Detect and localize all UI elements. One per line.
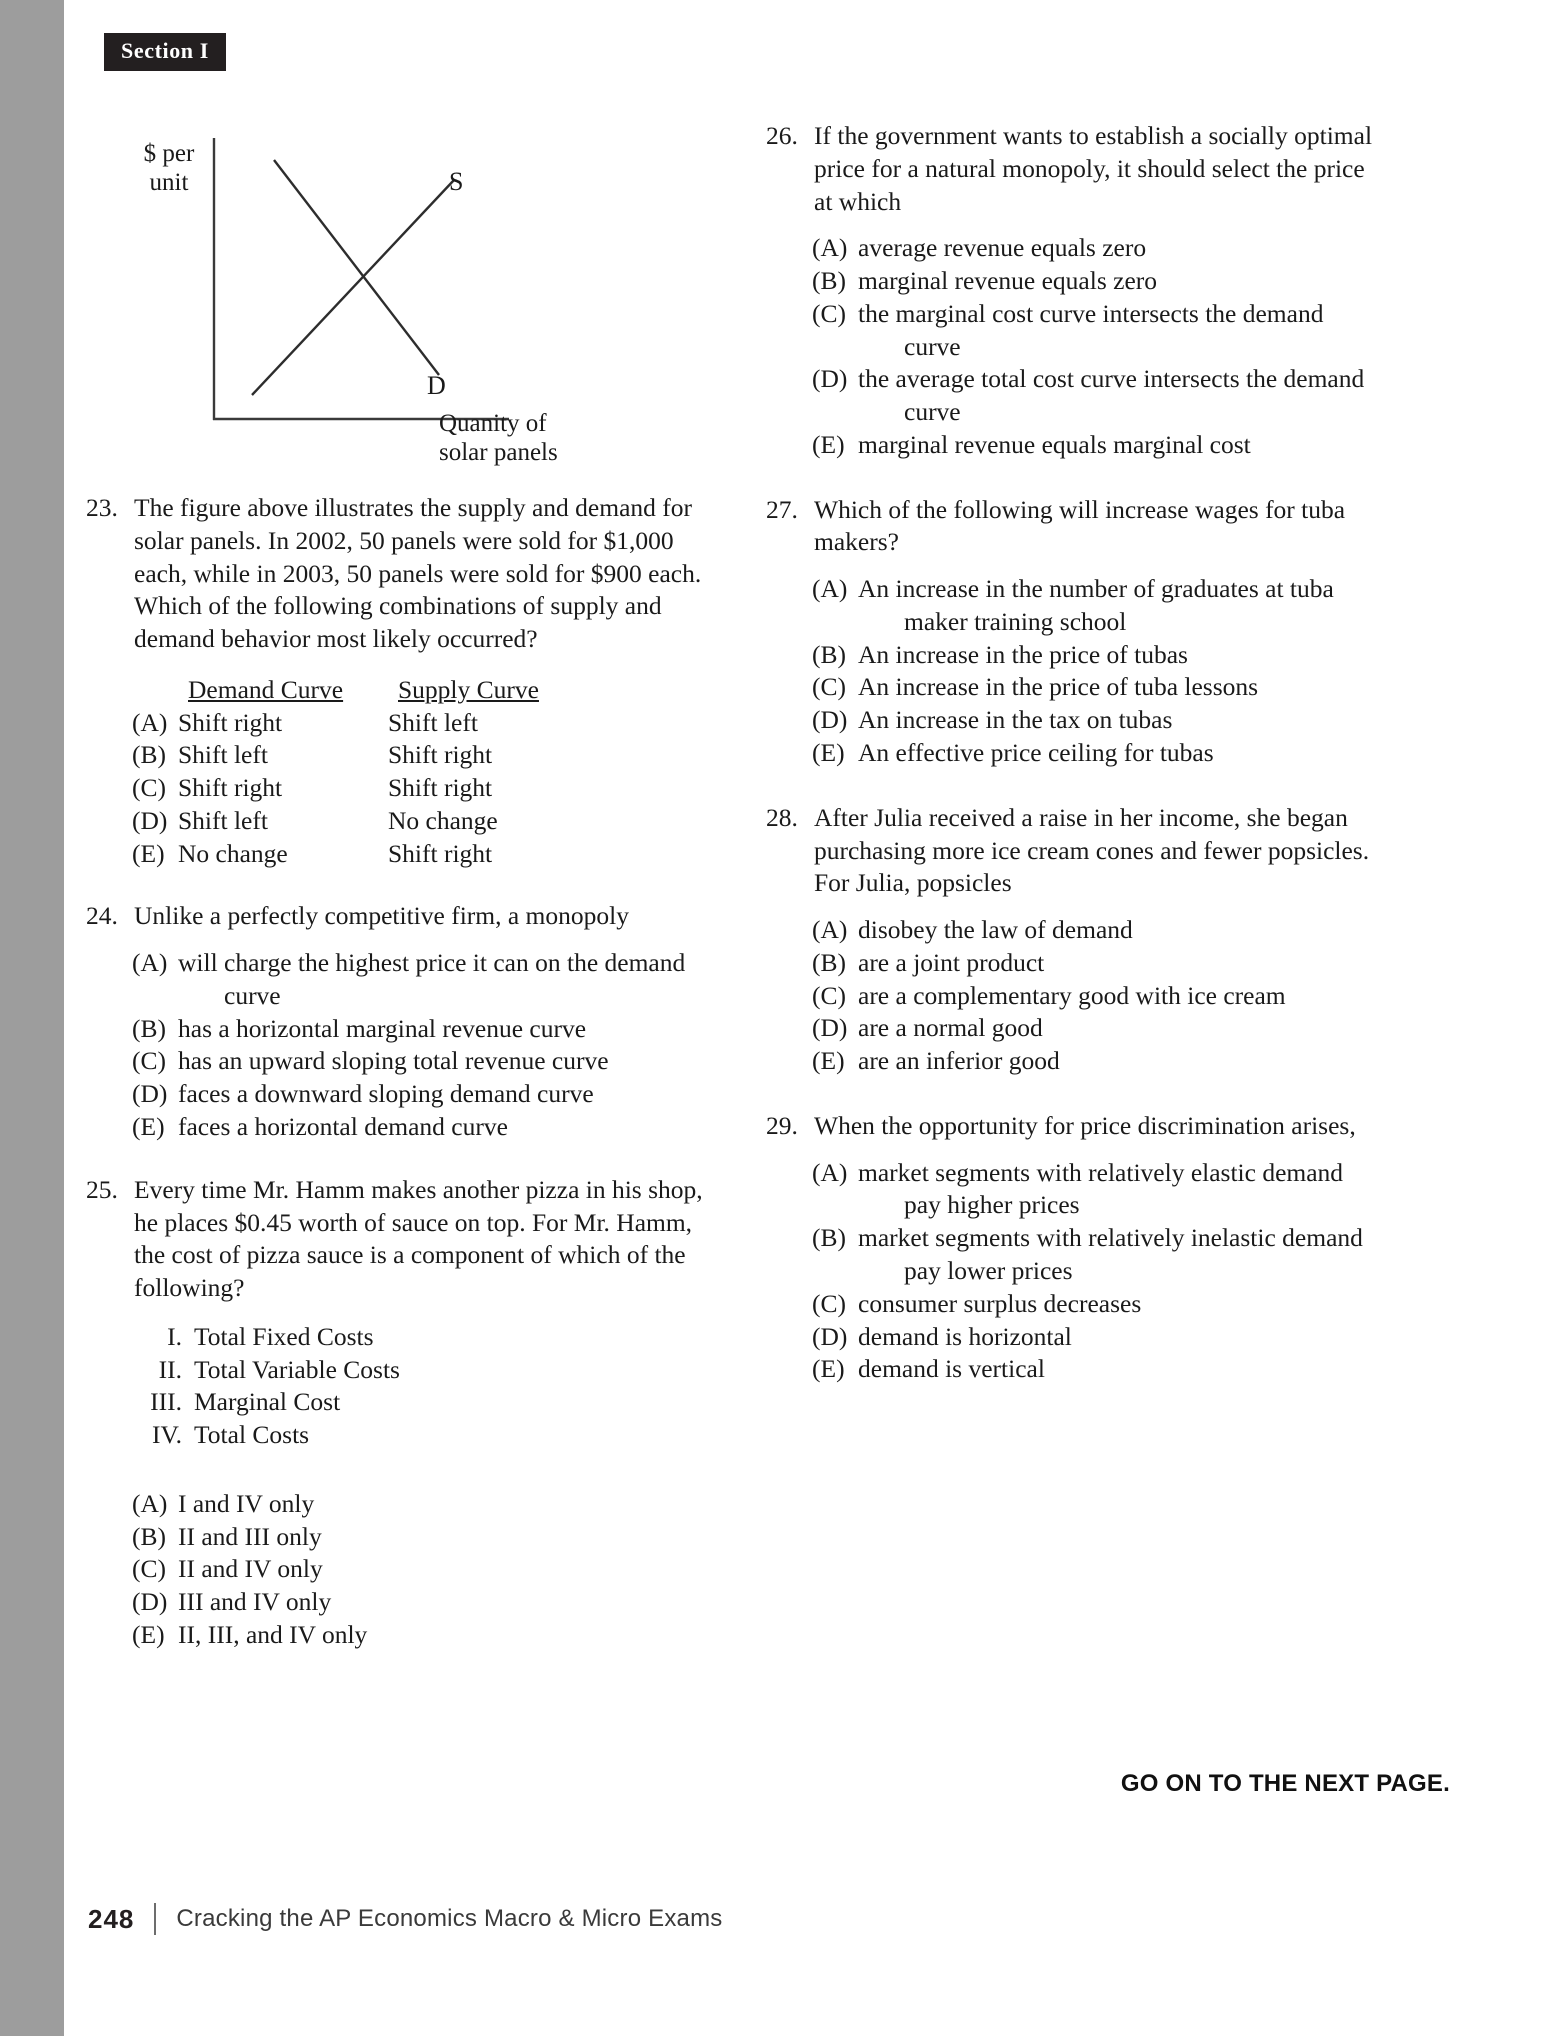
choice-key: (B) — [812, 1223, 846, 1253]
question-26-choices — [812, 232, 1384, 461]
question-24-text: Unlike a perfectly competitive firm, a monopoly — [134, 901, 629, 931]
cell-supply: Shift left — [388, 707, 478, 737]
table-row[interactable] — [132, 707, 724, 740]
choice-key: (D) — [812, 705, 848, 735]
question-24-head — [84, 900, 724, 933]
column-header-demand — [188, 674, 398, 707]
question-27 — [764, 494, 1384, 770]
page-footer — [88, 1903, 722, 1935]
question-27-number: 27. — [766, 494, 798, 524]
choice-d[interactable] — [812, 363, 1384, 429]
choice-text-continued: curve — [224, 980, 281, 1010]
choice-key: (B) — [812, 947, 846, 977]
choice-key: (E) — [812, 738, 845, 768]
choice-key: (D) — [132, 1587, 168, 1617]
page-body — [64, 0, 1568, 2036]
choice-e[interactable] — [132, 1111, 724, 1144]
cell-demand: Shift right — [178, 773, 283, 803]
x-axis-label — [439, 409, 689, 468]
choice-e[interactable] — [812, 1045, 1384, 1078]
choice-key: (C) — [812, 980, 846, 1010]
column-header-supply — [398, 674, 724, 707]
question-24-choices — [132, 947, 724, 1144]
roman-key: III. — [150, 1387, 182, 1417]
question-29-choices — [812, 1157, 1384, 1386]
choice-d[interactable] — [132, 1586, 724, 1619]
go-on-notice: GO ON TO THE NEXT PAGE. — [1120, 1770, 1450, 1797]
demand-curve-label: D — [427, 371, 446, 400]
question-29-head — [764, 1110, 1384, 1143]
choice-key: (B) — [132, 1013, 166, 1043]
choice-text: demand is horizontal — [858, 1321, 1072, 1351]
choice-text: average revenue equals zero — [858, 233, 1147, 263]
table-header-row — [132, 674, 724, 707]
column-header-demand-label: Demand Curve — [188, 674, 344, 704]
choice-text: will charge the highest price it can on the demand — [178, 948, 686, 978]
choice-a[interactable] — [132, 1488, 724, 1521]
roman-text: Total Fixed Costs — [194, 1321, 374, 1351]
choice-text-continued: curve — [904, 331, 961, 361]
choice-text: consumer surplus decreases — [858, 1288, 1142, 1318]
choice-text: marginal revenue equals zero — [858, 266, 1158, 296]
question-27-choices — [812, 573, 1384, 770]
cell-supply: Shift right — [388, 740, 493, 770]
cell-demand: No change — [178, 838, 288, 868]
choice-d[interactable] — [132, 1078, 724, 1111]
choice-key: (B) — [812, 639, 846, 669]
question-23-head — [84, 492, 724, 656]
choice-text-continued: maker training school — [904, 606, 1127, 636]
choice-c[interactable] — [132, 1045, 724, 1078]
question-28-text: After Julia received a raise in her income, she began purchasing more ice cream cones and fewer popsicles. For Julia, popsicles — [814, 802, 1370, 898]
choice-key: (D) — [812, 1321, 848, 1351]
choice-key: (A) — [812, 1157, 848, 1187]
question-28 — [764, 802, 1384, 1078]
choice-key: (A) — [812, 574, 848, 604]
choice-b[interactable] — [812, 1222, 1384, 1288]
question-25-head — [84, 1174, 724, 1305]
choice-text-continued: pay lower prices — [904, 1255, 1073, 1285]
demand-curve — [274, 160, 439, 375]
choice-key: (C) — [812, 1288, 846, 1318]
roman-text: Total Variable Costs — [194, 1354, 400, 1384]
right-column — [764, 120, 1384, 1412]
question-26 — [764, 120, 1384, 462]
roman-key: IV. — [152, 1420, 182, 1450]
question-23-text: The figure above illustrates the supply and demand for solar panels. In 2002, 50 panels were sold for $1,000 each, while in 2003, 50 panels were sold for $900 each. Which of the following combinations of supply and demand behavior most likely occurred? — [134, 493, 702, 654]
choice-c[interactable] — [812, 298, 1384, 364]
choice-key: (C) — [132, 1554, 166, 1584]
question-28-head — [764, 802, 1384, 900]
choice-key: (D) — [132, 805, 168, 835]
choice-text: has an upward sloping total revenue curve — [178, 1046, 609, 1076]
choice-text: II, III, and IV only — [178, 1619, 368, 1649]
choice-c[interactable] — [812, 980, 1384, 1013]
table-row[interactable] — [132, 739, 724, 772]
question-25-number: 25. — [86, 1174, 118, 1204]
choice-text: An increase in the price of tuba lessons — [858, 672, 1259, 702]
question-29-number: 29. — [766, 1110, 798, 1140]
choice-text: An increase in the price of tubas — [858, 639, 1188, 669]
question-25 — [84, 1174, 724, 1652]
x-axis-label-line1: Quanity of — [439, 410, 547, 437]
choice-body — [858, 363, 1384, 429]
choice-key: (A) — [132, 948, 168, 978]
choice-b[interactable] — [132, 1013, 724, 1046]
cell-demand: Shift left — [178, 805, 268, 835]
roman-text: Marginal Cost — [194, 1387, 341, 1417]
choice-e[interactable] — [812, 1353, 1384, 1386]
choice-key: (D) — [812, 1013, 848, 1043]
table-row[interactable] — [132, 772, 724, 805]
choice-d[interactable] — [812, 704, 1384, 737]
question-25-choices — [132, 1488, 724, 1652]
choice-text: has a horizontal marginal revenue curve — [178, 1013, 587, 1043]
roman-item-iii — [132, 1386, 724, 1419]
supply-curve — [252, 180, 454, 395]
x-axis-label-line2: solar panels — [439, 439, 558, 467]
y-axis-label-line1: $ per — [143, 140, 195, 167]
choice-b[interactable] — [812, 265, 1384, 298]
choice-text-continued: pay higher prices — [904, 1190, 1080, 1220]
choice-key: (E) — [812, 1046, 845, 1076]
choice-text: are a complementary good with ice cream — [858, 980, 1286, 1010]
choice-a[interactable] — [812, 232, 1384, 265]
choice-e[interactable] — [812, 429, 1384, 462]
choice-key: (C) — [812, 298, 846, 328]
supply-demand-figure — [84, 120, 724, 480]
question-27-head — [764, 494, 1384, 560]
choice-b[interactable] — [812, 947, 1384, 980]
choice-body — [858, 1222, 1384, 1288]
question-25-roman-list — [132, 1321, 724, 1452]
choice-key: (D) — [812, 364, 848, 394]
choice-b[interactable] — [132, 1521, 724, 1554]
choice-text: marginal revenue equals marginal cost — [858, 429, 1251, 459]
choice-a[interactable] — [812, 1157, 1384, 1223]
choice-text: the marginal cost curve intersects the demand — [858, 298, 1324, 328]
choice-b[interactable] — [812, 639, 1384, 672]
choice-key: (E) — [812, 429, 845, 459]
choice-a[interactable] — [812, 573, 1384, 639]
footer-book-title: Cracking the AP Economics Macro & Micro Exams — [176, 1905, 723, 1932]
question-28-number: 28. — [766, 802, 798, 832]
question-28-choices — [812, 914, 1384, 1078]
choice-key: (A) — [812, 915, 848, 945]
y-axis-label — [130, 140, 208, 198]
choice-text: market segments with relatively elastic demand — [858, 1157, 1344, 1187]
choice-text: demand is vertical — [858, 1354, 1045, 1384]
choice-text: An increase in the number of graduates at tuba — [858, 574, 1334, 604]
question-26-head — [764, 120, 1384, 218]
choice-body — [858, 298, 1384, 364]
choice-d[interactable] — [812, 1321, 1384, 1354]
choice-key: (D) — [132, 1079, 168, 1109]
question-29-text: When the opportunity for price discrimination arises, — [814, 1110, 1356, 1140]
choice-text: An increase in the tax on tubas — [858, 705, 1173, 735]
choice-text: III and IV only — [178, 1587, 332, 1617]
choice-key: (C) — [132, 773, 166, 803]
choice-c[interactable] — [812, 671, 1384, 704]
choice-text-continued: curve — [904, 397, 961, 427]
y-axis-label-line2: unit — [149, 168, 189, 196]
question-27-text: Which of the following will increase wages for tuba makers? — [814, 494, 1346, 557]
roman-key: II. — [158, 1354, 182, 1384]
choice-text: I and IV only — [178, 1488, 315, 1518]
choice-text: II and III only — [178, 1521, 322, 1551]
table-row[interactable] — [132, 805, 724, 838]
choice-text: II and IV only — [178, 1554, 323, 1584]
choice-key: (C) — [132, 1046, 166, 1076]
column-header-supply-label: Supply Curve — [398, 674, 539, 704]
choice-key: (B) — [132, 740, 166, 770]
choice-key: (E) — [812, 1354, 845, 1384]
choice-text: market segments with relatively inelastic demand — [858, 1223, 1363, 1253]
roman-item-i — [132, 1321, 724, 1354]
question-23-number: 23. — [86, 493, 118, 522]
choice-body — [858, 1157, 1384, 1223]
question-23 — [84, 492, 724, 870]
choice-text: are a normal good — [858, 1013, 1043, 1043]
choice-text: disobey the law of demand — [858, 915, 1133, 945]
cell-supply: Shift right — [388, 838, 493, 868]
choice-key: (B) — [812, 266, 846, 296]
choice-key: (B) — [132, 1521, 166, 1551]
page-gutter-bar — [0, 0, 64, 2036]
roman-key: I. — [167, 1321, 182, 1351]
question-25-text: Every time Mr. Hamm makes another pizza in his shop, he places $0.45 worth of sauce on top. For Mr. Hamm, the cost of pizza sauce is a component of which of the following? — [134, 1174, 703, 1303]
roman-item-iv — [132, 1419, 724, 1452]
choice-d[interactable] — [812, 1012, 1384, 1045]
choice-e[interactable] — [812, 737, 1384, 770]
choice-c[interactable] — [132, 1553, 724, 1586]
choice-a[interactable] — [812, 914, 1384, 947]
question-26-text: If the government wants to establish a socially optimal price for a natural monopoly, it should select the price at which — [814, 121, 1373, 216]
roman-item-ii — [132, 1354, 724, 1387]
choice-body — [178, 947, 724, 1013]
cell-supply: No change — [388, 805, 498, 835]
roman-text: Total Costs — [194, 1420, 310, 1450]
choice-text: are an inferior good — [858, 1046, 1060, 1076]
section-tag: Section I — [104, 33, 226, 71]
choice-key: (A) — [132, 707, 168, 737]
footer-page-number: 248 — [88, 1903, 135, 1934]
question-29 — [764, 1110, 1384, 1386]
choice-key: (E) — [132, 1619, 165, 1649]
question-23-answer-table — [132, 674, 724, 871]
choice-key: (E) — [132, 838, 165, 868]
choice-text: are a joint product — [858, 947, 1045, 977]
choice-key: (C) — [812, 672, 846, 702]
choice-body — [858, 573, 1384, 639]
question-24-number: 24. — [86, 901, 118, 931]
choice-text: faces a downward sloping demand curve — [178, 1079, 594, 1109]
choice-key: (A) — [812, 233, 848, 263]
choice-e[interactable] — [132, 1619, 724, 1652]
choice-text: the average total cost curve intersects the demand — [858, 364, 1365, 394]
choice-text: An effective price ceiling for tubas — [858, 738, 1214, 768]
cell-demand: Shift left — [178, 740, 268, 770]
question-26-number: 26. — [766, 121, 798, 150]
choice-key: (A) — [132, 1488, 168, 1518]
choice-a[interactable] — [132, 947, 724, 1013]
table-row[interactable] — [132, 838, 724, 871]
choice-text: faces a horizontal demand curve — [178, 1112, 508, 1142]
supply-curve-label: S — [449, 167, 464, 196]
question-24 — [84, 900, 724, 1143]
footer-divider — [154, 1903, 156, 1935]
choice-c[interactable] — [812, 1288, 1384, 1321]
cell-demand: Shift right — [178, 707, 283, 737]
cell-supply: Shift right — [388, 773, 493, 803]
choice-key: (E) — [132, 1112, 165, 1142]
left-column — [84, 120, 724, 1678]
